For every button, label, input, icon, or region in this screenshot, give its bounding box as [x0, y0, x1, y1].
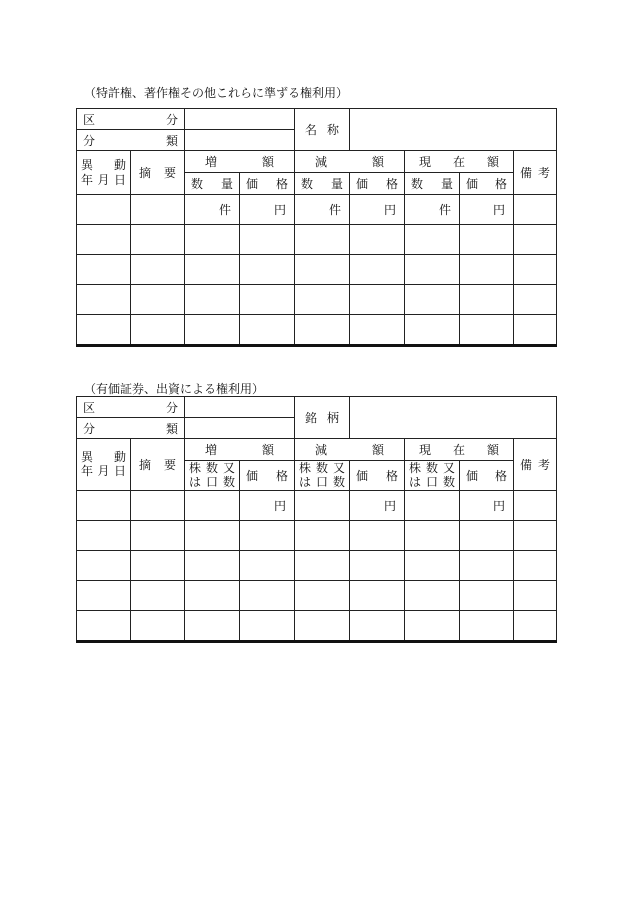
- zogaku-header: 増 額: [185, 151, 295, 173]
- table-cell[interactable]: [131, 490, 185, 520]
- bunrui-label: 分 類: [77, 130, 185, 151]
- table-cell[interactable]: [185, 490, 240, 520]
- meigara-label: 銘 柄: [295, 397, 350, 439]
- table-cell[interactable]: [77, 195, 131, 225]
- biko-header: 備 考: [514, 151, 557, 195]
- unit-en: 円: [460, 490, 514, 520]
- section1-caption: （特許権、著作権その他これらに準ずる権利用）: [84, 86, 349, 100]
- table-row: [77, 225, 557, 255]
- table-cell[interactable]: [131, 195, 185, 225]
- table-cell[interactable]: [295, 490, 350, 520]
- unit-en: 円: [240, 195, 295, 225]
- kubun-label: 区 分: [77, 109, 185, 130]
- genzaigaku-header: 現 在 額: [405, 439, 514, 461]
- ido-date-header: 異 動 年 月 日: [77, 151, 131, 195]
- kubun-label: 区 分: [77, 397, 185, 418]
- genzai-kakaku-header: 価 格: [460, 173, 514, 195]
- meisho-field[interactable]: [350, 109, 557, 151]
- kubun-field[interactable]: [185, 109, 295, 130]
- unit-ken: 件: [295, 195, 350, 225]
- gengaku-header: 減 額: [295, 151, 405, 173]
- unit-en: 円: [240, 490, 295, 520]
- bunrui-field[interactable]: [185, 418, 295, 439]
- table-row: [77, 315, 557, 346]
- bunrui-field[interactable]: [185, 130, 295, 151]
- unit-ken: 件: [405, 195, 460, 225]
- genzai-suryo-header: 数 量: [405, 173, 460, 195]
- table-row: [77, 285, 557, 315]
- table-cell[interactable]: [405, 490, 460, 520]
- gengaku-kabusu-header: 株 数 又 は 口 数: [295, 461, 350, 491]
- meigara-field[interactable]: [350, 397, 557, 439]
- intangible-rights-table: [76, 108, 557, 347]
- ido-date-header: 異 動 年 月 日: [77, 439, 131, 491]
- securities-table: [76, 396, 557, 643]
- bunrui-label: 分 類: [77, 418, 185, 439]
- table-cell[interactable]: [514, 195, 557, 225]
- table-row: [77, 580, 557, 610]
- kubun-field[interactable]: [185, 397, 295, 418]
- unit-ken: 件: [185, 195, 240, 225]
- gengaku-suryo-header: 数 量: [295, 173, 350, 195]
- unit-en: 円: [350, 490, 405, 520]
- unit-en: 円: [350, 195, 405, 225]
- gengaku-kakaku-header: 価 格: [350, 461, 405, 491]
- table-cell[interactable]: [77, 490, 131, 520]
- gengaku-header: 減 額: [295, 439, 405, 461]
- table-row: [77, 520, 557, 550]
- zogaku-kabusu-header: 株 数 又 は 口 数: [185, 461, 240, 491]
- gengaku-kakaku-header: 価 格: [350, 173, 405, 195]
- tekiyo-header: 摘 要: [131, 439, 185, 491]
- genzaigaku-header: 現 在 額: [405, 151, 514, 173]
- zogaku-suryo-header: 数 量: [185, 173, 240, 195]
- zogaku-header: 増 額: [185, 439, 295, 461]
- zogaku-kakaku-header: 価 格: [240, 461, 295, 491]
- table-row: [77, 550, 557, 580]
- genzai-kabusu-header: 株 数 又 は 口 数: [405, 461, 460, 491]
- zogaku-kakaku-header: 価 格: [240, 173, 295, 195]
- meisho-label: 名 称: [295, 109, 350, 151]
- table-row: [77, 255, 557, 285]
- genzai-kakaku-header: 価 格: [460, 461, 514, 491]
- unit-en: 円: [460, 195, 514, 225]
- biko-header: 備 考: [514, 439, 557, 491]
- table-cell[interactable]: [514, 490, 557, 520]
- tekiyo-header: 摘 要: [131, 151, 185, 195]
- table-row: [77, 610, 557, 641]
- section2-caption: （有価証券、出資による権利用）: [84, 382, 265, 396]
